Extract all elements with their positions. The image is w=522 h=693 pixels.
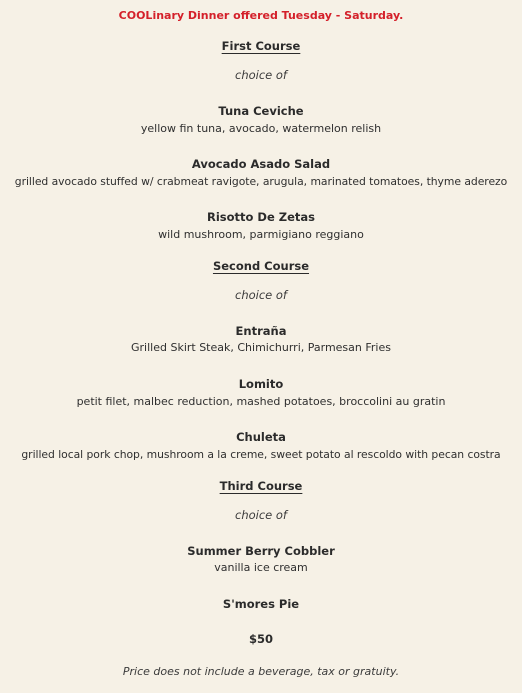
price-footnote: Price does not include a beverage, tax or gratuity. xyxy=(122,665,400,678)
dish-name: Risotto De Zetas xyxy=(206,210,316,224)
dish-name: Entraña xyxy=(235,324,287,338)
dish-name: Summer Berry Cobbler xyxy=(187,544,335,558)
offer-notice: COOLinary Dinner offered Tuesday - Saturday. xyxy=(118,9,404,22)
dish-description: yellow fin tuna, avocado, watermelon relish xyxy=(140,122,382,135)
dish-name: Lomito xyxy=(238,377,284,391)
dish-description: grilled local pork chop, mushroom a la creme, sweet potato al rescoldo with pecan costra xyxy=(21,448,501,461)
course-heading-third: Third Course xyxy=(219,479,303,493)
choice-of-label: choice of xyxy=(235,68,287,82)
dish-description: grilled avocado stuffed w/ crabmeat ravigote, arugula, marinated tomatoes, thyme aderezo xyxy=(14,175,508,188)
dish-name: Tuna Ceviche xyxy=(218,104,304,118)
course-heading-second: Second Course xyxy=(212,259,310,273)
dish-description: petit filet, malbec reduction, mashed potatoes, broccolini au gratin xyxy=(76,395,446,408)
dish-description: wild mushroom, parmigiano reggiano xyxy=(158,228,364,241)
dish-name: S'mores Pie xyxy=(222,597,300,611)
choice-of-label: choice of xyxy=(235,508,287,522)
course-heading-first: First Course xyxy=(221,39,301,53)
dish-description: vanilla ice cream xyxy=(214,561,308,574)
menu-price: $50 xyxy=(248,632,273,646)
dish-name: Chuleta xyxy=(236,430,286,444)
choice-of-label: choice of xyxy=(235,288,287,302)
dish-description: Grilled Skirt Steak, Chimichurri, Parmesan Fries xyxy=(131,341,391,354)
dish-name: Avocado Asado Salad xyxy=(191,157,331,171)
